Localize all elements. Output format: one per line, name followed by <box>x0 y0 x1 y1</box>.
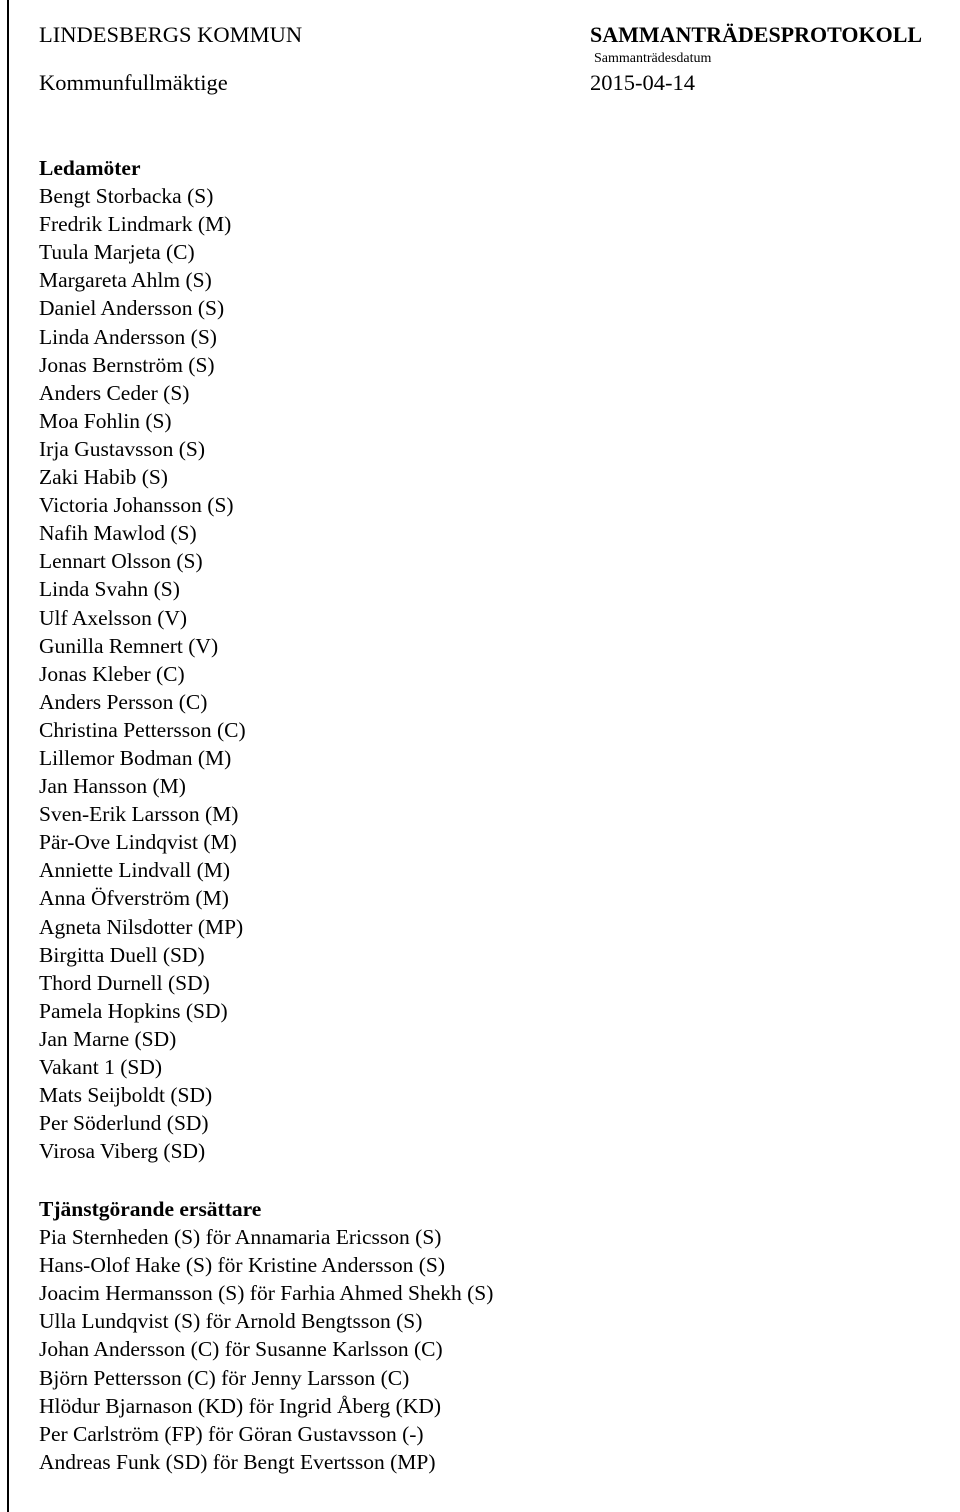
member-entry: Nafih Mawlod (S) <box>39 521 197 546</box>
member-entry: Thord Durnell (SD) <box>39 970 210 995</box>
member-entry: Jonas Kleber (C) <box>39 661 185 686</box>
member-entry: Daniel Andersson (S) <box>39 296 225 321</box>
member-entry: Jan Hansson (M) <box>39 774 186 799</box>
substitute-entry: Joacim Hermansson (S) för Farhia Ahmed Shekh (S) <box>39 1281 494 1306</box>
substitute-entry: Pia Sternheden (S) för Annamaria Ericsson (S) <box>39 1225 442 1250</box>
member-entry: Victoria Johansson (S) <box>39 493 234 518</box>
member-entry: Fredrik Lindmark (M) <box>39 212 232 237</box>
member-entry: Sven-Erik Larsson (M) <box>39 802 239 827</box>
member-entry: Pamela Hopkins (SD) <box>39 998 228 1023</box>
member-entry: Ulf Axelsson (V) <box>39 605 188 630</box>
member-entry: Anders Ceder (S) <box>39 380 190 405</box>
member-entry: Lennart Olsson (S) <box>39 549 203 574</box>
document-type: SAMMANTRÄDESPROTOKOLL <box>590 22 923 47</box>
substitute-entry: Björn Pettersson (C) för Jenny Larsson (C) <box>39 1365 410 1390</box>
member-entry: Moa Fohlin (S) <box>39 408 172 433</box>
member-entry: Anders Persson (C) <box>39 689 208 714</box>
member-entry: Gunilla Remnert (V) <box>39 633 219 658</box>
substitute-entry: Hlödur Bjarnason (KD) för Ingrid Åberg (KD) <box>39 1393 442 1418</box>
substitute-entry: Johan Andersson (C) för Susanne Karlsson (C) <box>39 1337 443 1362</box>
substitute-entry: Andreas Funk (SD) för Bengt Evertsson (MP) <box>39 1449 436 1474</box>
member-entry: Jonas Bernström (S) <box>39 352 215 377</box>
member-entry: Irja Gustavsson (S) <box>39 436 206 461</box>
members-section <box>39 154 939 1165</box>
substitutes-list <box>39 1223 939 1476</box>
member-entry: Linda Andersson (S) <box>39 324 217 349</box>
member-entry: Birgitta Duell (SD) <box>39 942 205 967</box>
member-entry: Bengt Storbacka (S) <box>39 184 214 209</box>
substitutes-section <box>39 1195 939 1476</box>
member-entry: Lillemor Bodman (M) <box>39 745 232 770</box>
members-heading: Ledamöter <box>39 156 141 180</box>
member-entry: Zaki Habib (S) <box>39 465 168 490</box>
substitute-entry: Ulla Lundqvist (S) för Arnold Bengtsson (S) <box>39 1309 423 1334</box>
substitute-entry: Per Carlström (FP) för Göran Gustavsson (-) <box>39 1421 424 1446</box>
margin-rule <box>7 0 9 1512</box>
meeting-date-label: Sammanträdesdatum <box>594 51 712 66</box>
member-entry: Virosa Viberg (SD) <box>39 1139 206 1164</box>
assembly-name: Kommunfullmäktige <box>39 70 228 95</box>
substitute-entry: Hans-Olof Hake (S) för Kristine Andersson (S) <box>39 1253 446 1278</box>
member-entry: Vakant 1 (SD) <box>39 1055 163 1079</box>
member-entry: Christina Pettersson (C) <box>39 717 246 742</box>
substitutes-heading: Tjänstgörande ersättare <box>39 1197 262 1221</box>
member-entry: Linda Svahn (S) <box>39 577 180 602</box>
municipality-name: LINDESBERGS KOMMUN <box>39 22 303 47</box>
member-entry: Mats Seijboldt (SD) <box>39 1083 213 1108</box>
member-entry: Agneta Nilsdotter (MP) <box>39 914 244 939</box>
member-entry: Pär-Ove Lindqvist (M) <box>39 830 237 855</box>
member-entry: Per Söderlund (SD) <box>39 1111 209 1136</box>
member-entry: Margareta Ahlm (S) <box>39 268 212 293</box>
member-entry: Anna Öfverström (M) <box>39 886 229 911</box>
members-list <box>39 182 939 1165</box>
meeting-date: 2015-04-14 <box>590 70 695 95</box>
member-entry: Anniette Lindvall (M) <box>39 858 231 883</box>
member-entry: Tuula Marjeta (C) <box>39 240 195 265</box>
member-entry: Jan Marne (SD) <box>39 1026 177 1051</box>
